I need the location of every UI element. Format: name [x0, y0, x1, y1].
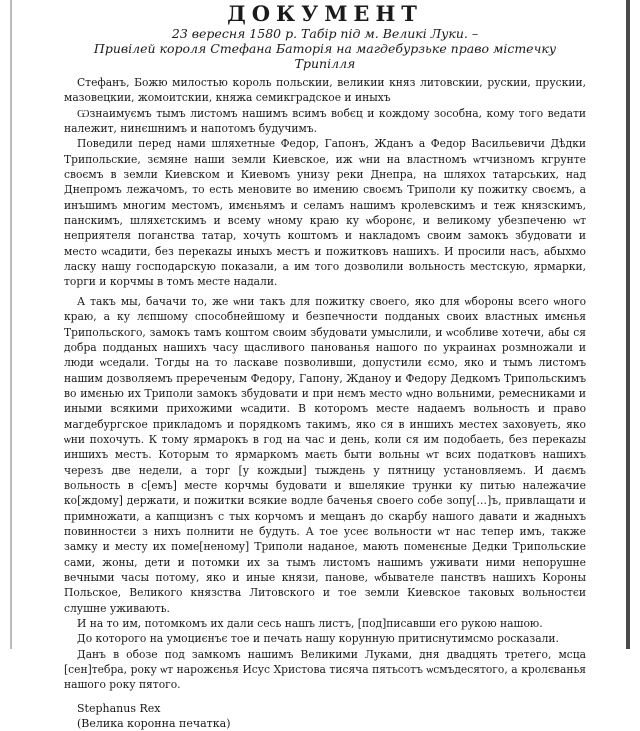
paragraph-notification: Ѡзнаимуємъ тымъ листомъ нашимъ всимъ вобєц и кождому зособна, кому того ведати належит, нинєшнимъ и напотомъ будучимъ. [64, 106, 586, 136]
paragraph-petition: Поведили перед нами шляхетные Федор, Гапонъ, Жданъ а Федор Васильевичи Дѣдки Трипольские, зємяне наши земли Киевское, иж ѡни на властномъ ѡтчизномъ кгрунте своємъ в земли Киевском и Киевомъ унизу реки Днепра, на шляхох татарських, над Днепромъ лежачомъ, то есть меновите во имению своємъ Триполи ку пожитку своємъ, а инъшимъ многим местомъ, имєньямъ и селамъ нашимъ кролевскимъ и теж князскимъ, панскимъ, шляхєтскимъ и всему ѡному краю ку ѡборонє, и великому убезпеченю ѡт неприятеля поганства татар, хочуть коштомъ и накладомъ своим замокъ збудовати и место ѡсадити, без перекazы иныхъ местъ и пожитковъ нашихъ. И просили насъ, абыхмо ласку нашу господарскую показали, а им того дозволили вольность местскую, ярмарки, торги и корчмы в томъ месте надали. [64, 137, 586, 289]
paragraph-grant: А такъ мы, бачачи то, же ѡни такъ для пожитку своего, яко для ѡбороны всего ѡного краю, а ку лєпшому способнейшому и безпечности подданых своих властных имєнья Трипольского, замокъ тамъ коштом своим збудовати умыслили, и ѡсобливе хотечи, абы ся добра подданых нашихъ часу щасливого панованья нашого по украинах розмножали и люди ѡседали. Тогды на то ласкаве позволивши, допустили єсмо, яко и тымъ листомъ нашим дозволяемъ пререченым Федору, Гапону, Жданоу и Федору Дедкомъ Трипольскимъ во имєнью их Триполи замокъ збудовати и при нємъ место ѡдно вольними, ремесниками и иными всякими прихожими ѡсадити. В которомъ месте надаемъ вольность и право магдебургское прикладомъ и порядкомъ такимъ, яко ся в иншихъ местех заховуеть, яко ѡни похочуть. К тому ярмарокъ в год на час и день, коли ся им подобаеть, без перекazы иншихъ местъ. Которым то ярмаркомъ маєть быти вольны ѡт всих податковъ нашихъ черезъ две недели, а торг [у кождыи] тыждень у пятницу установляемъ. И даємъ вольность в с[емъ] месте корчмы будовати и вшелякие трунки ку питью належачие ко[ждому] держати, и пожитки всякие водле баченья своего собе зопу[…]ъ, привлащати и примножати, а капщизнъ с тых корчомъ и мещанъ до скарбу нашого давати и жадныхъ повинностєи з нихъ полнити не будуть. А тое усеє вольности ѡт нас тепер имъ, также замку и месту их поме[неному] Триполи наданое, мають поменєные Дедки Трипольские сами, жоны, дети и потомки их за тымъ листомъ нашимъ уживати ними непорушне вечными часы потому, яко и иные князи, панове, ѡбывателе панствъ нашихъ Короны Польское, Великого князства Литовского и тое земли Киевское таковых вольностєи слушне уживають. [64, 294, 586, 615]
document-description: Привілей короля Стефана Баторія на магдебурзьке право містечку Трипілля [93, 41, 557, 71]
left-frame-line [10, 0, 12, 649]
document-page [64, 0, 586, 730]
paragraph-seal: До которого на умоциєнъє тое и печать нашу корунную притиснутимсмо росказали. [77, 632, 559, 646]
paragraph-dating: Данъ в обозе под замкомъ нашимъ Великими Луками, дня двадцять третего, мсца [сен]тебра, року ѡт нарожєнья Исус Христова тисяча пятьсотъ ѡсмъдесятого, а кролєванья нашого року пятого. [64, 647, 586, 692]
signature-name: Stephanus Rex [77, 701, 161, 715]
right-frame-edge [626, 0, 630, 649]
document-title: ДОКУМЕНТ [227, 1, 423, 26]
paragraph-signing: И на то им, потомкомъ их дали сесь нашъ листъ, [под]писавши его рукою нашою. [77, 617, 543, 631]
document-date-place: 23 вересня 1580 р. Табір під м. Великі Луки. – [171, 26, 479, 41]
paragraph-intitulatio: Стефанъ, Божю милостью король польскии, великии княз литовскии, рускии, прускии, мазовецкии, жомоитскии, княжа семикградское и иныхъ [64, 76, 586, 105]
seal-note: (Велика коронна печатка) [77, 716, 231, 730]
document-body [64, 75, 586, 693]
